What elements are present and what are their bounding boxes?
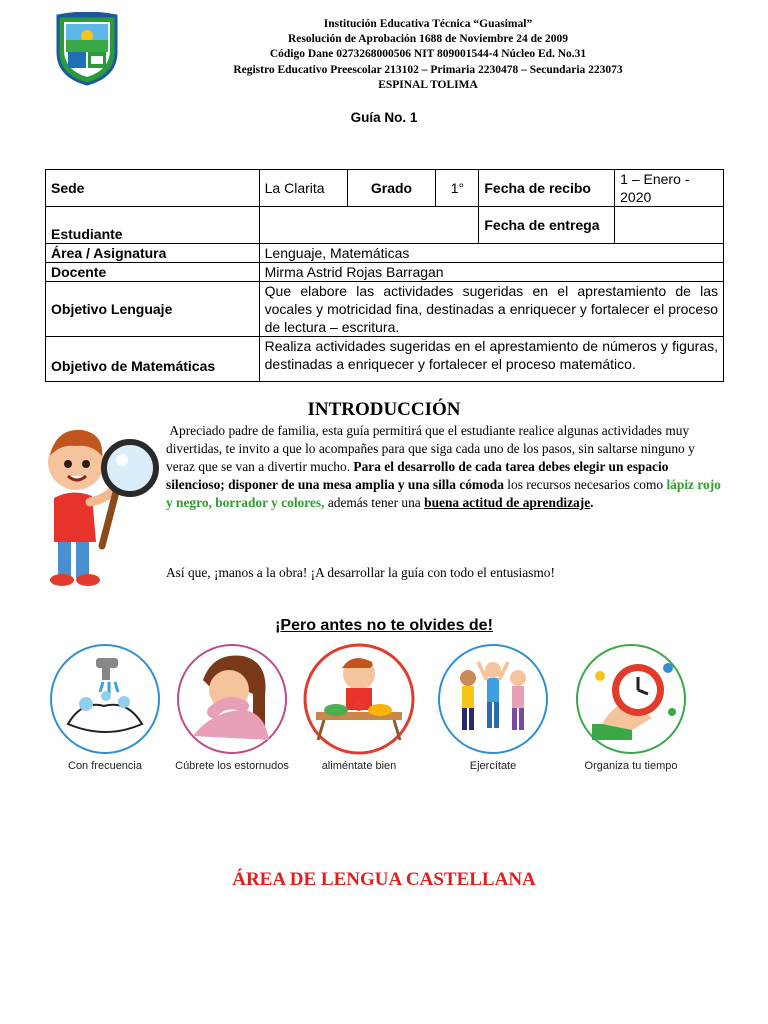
clock-icon — [572, 640, 690, 758]
fecha-entrega-label: Fecha de entrega — [479, 207, 615, 244]
guide-info-table — [45, 169, 724, 382]
tip-exercise — [428, 640, 558, 772]
estudiante-value — [259, 207, 479, 244]
institution-name: Institución Educativa Técnica “Guasimal” — [323, 18, 533, 30]
closing-sentence: Así que, ¡manos a la obra! ¡A desarrollar la guía con todo el entusiasmo! — [166, 565, 555, 580]
intro-text-period: . — [590, 495, 594, 510]
tip-caption: aliméntate bien — [321, 760, 397, 772]
tip-cover-sneeze — [167, 640, 297, 772]
guide-title: Guía No. 1 — [350, 110, 418, 125]
estudiante-label: Estudiante — [46, 207, 260, 244]
boy-magnifier-illustration — [42, 420, 162, 592]
intro-text-main: Apreciado padre de familia, esta guía permitirá que el estudiante realice algunas actividades muy divertidas, te invito a que lo acompañes para que siga cada uno de los pasos, sin saltarse ninguno y veraz que se van a divertir mucho. — [166, 423, 695, 474]
dane-code: Código Dane 0273268000506 NIT 809001544-4 Núcleo Ed. No.31 — [269, 48, 587, 61]
exercise-icon — [434, 640, 552, 758]
objetivo-matematicas-label: Objetivo de Matemáticas — [46, 337, 260, 382]
tip-caption: Organiza tu tiempo — [584, 760, 678, 772]
table-row — [46, 207, 724, 244]
table-row — [46, 244, 724, 263]
tip-caption: Ejercítate — [469, 760, 517, 772]
reminder-heading — [0, 617, 768, 635]
eat-well-icon — [300, 640, 418, 758]
area-label: Área / Asignatura — [46, 244, 260, 263]
sede-label: Sede — [46, 170, 260, 207]
education-registry: Registro Educativo Preescolar 213102 – Primaria 2230478 – Secundaria 223073 — [233, 63, 623, 76]
area-value: Lenguaje, Matemáticas — [259, 244, 723, 263]
intro-text-attitude: buena actitud de aprendizaje — [424, 495, 591, 510]
introduction-title: INTRODUCCIÓN — [307, 399, 461, 420]
tip-organize-time — [566, 640, 696, 772]
introduction-paragraph — [166, 422, 722, 512]
sede-value: La Clarita — [259, 170, 347, 207]
docente-value: Mirma Astrid Rojas Barragan — [259, 263, 723, 282]
fecha-recibo-label: Fecha de recibo — [479, 170, 615, 207]
fecha-recibo-value: 1 – Enero - 2020 — [615, 170, 724, 207]
table-row — [46, 282, 724, 337]
tip-caption: Con frecuencia — [68, 760, 142, 772]
intro-text-bold: Para el desarrollo de cada tarea debes elegir un espacio silencioso; disponer de una mesa amplia y una silla cómoda — [166, 459, 669, 492]
grado-value: 1° — [436, 170, 479, 207]
tip-eat-well — [294, 640, 424, 772]
tip-hand-washing — [40, 640, 170, 772]
objetivo-lenguaje-label: Objetivo Lenguaje — [46, 282, 260, 337]
intro-text-attitude-prefix: además tener una — [327, 495, 421, 510]
approval-resolution: Resolución de Aprobación 1688 de Noviembre 24 de 2009 — [287, 33, 569, 46]
table-row — [46, 263, 724, 282]
docente-label: Docente — [46, 263, 260, 282]
objetivo-matematicas-value: Realiza actividades sugeridas en el aprestamiento de números y figuras, destinadas a enriquecer y fortalecer el proceso matemático. — [259, 337, 723, 382]
intro-text-resources: los recursos necesarios como — [507, 477, 664, 492]
reminder-heading-text: ¡Pero antes no te olvides de! — [275, 617, 493, 634]
sneeze-icon — [173, 640, 291, 758]
location: ESPINAL TOLIMA — [378, 78, 478, 91]
objetivo-lenguaje-value: Que elabore las actividades sugeridas en el aprestamiento de las vocales y motricidad fina, destinadas a enriquecer y fortalecer el proceso de lectura – escritura. — [259, 282, 723, 337]
tip-caption: Cúbrete los estornudos — [175, 760, 289, 772]
grado-label: Grado — [347, 170, 436, 207]
fecha-entrega-value — [615, 207, 724, 244]
area-title: ÁREA DE LENGUA CASTELLANA — [232, 869, 536, 890]
table-row — [46, 337, 724, 382]
institution-header — [200, 17, 656, 93]
hand-washing-icon — [46, 640, 164, 758]
intro-text-materials: lápiz rojo y negro, borrador y colores, — [166, 477, 721, 510]
school-shield-logo — [54, 12, 120, 86]
table-row — [46, 170, 724, 207]
